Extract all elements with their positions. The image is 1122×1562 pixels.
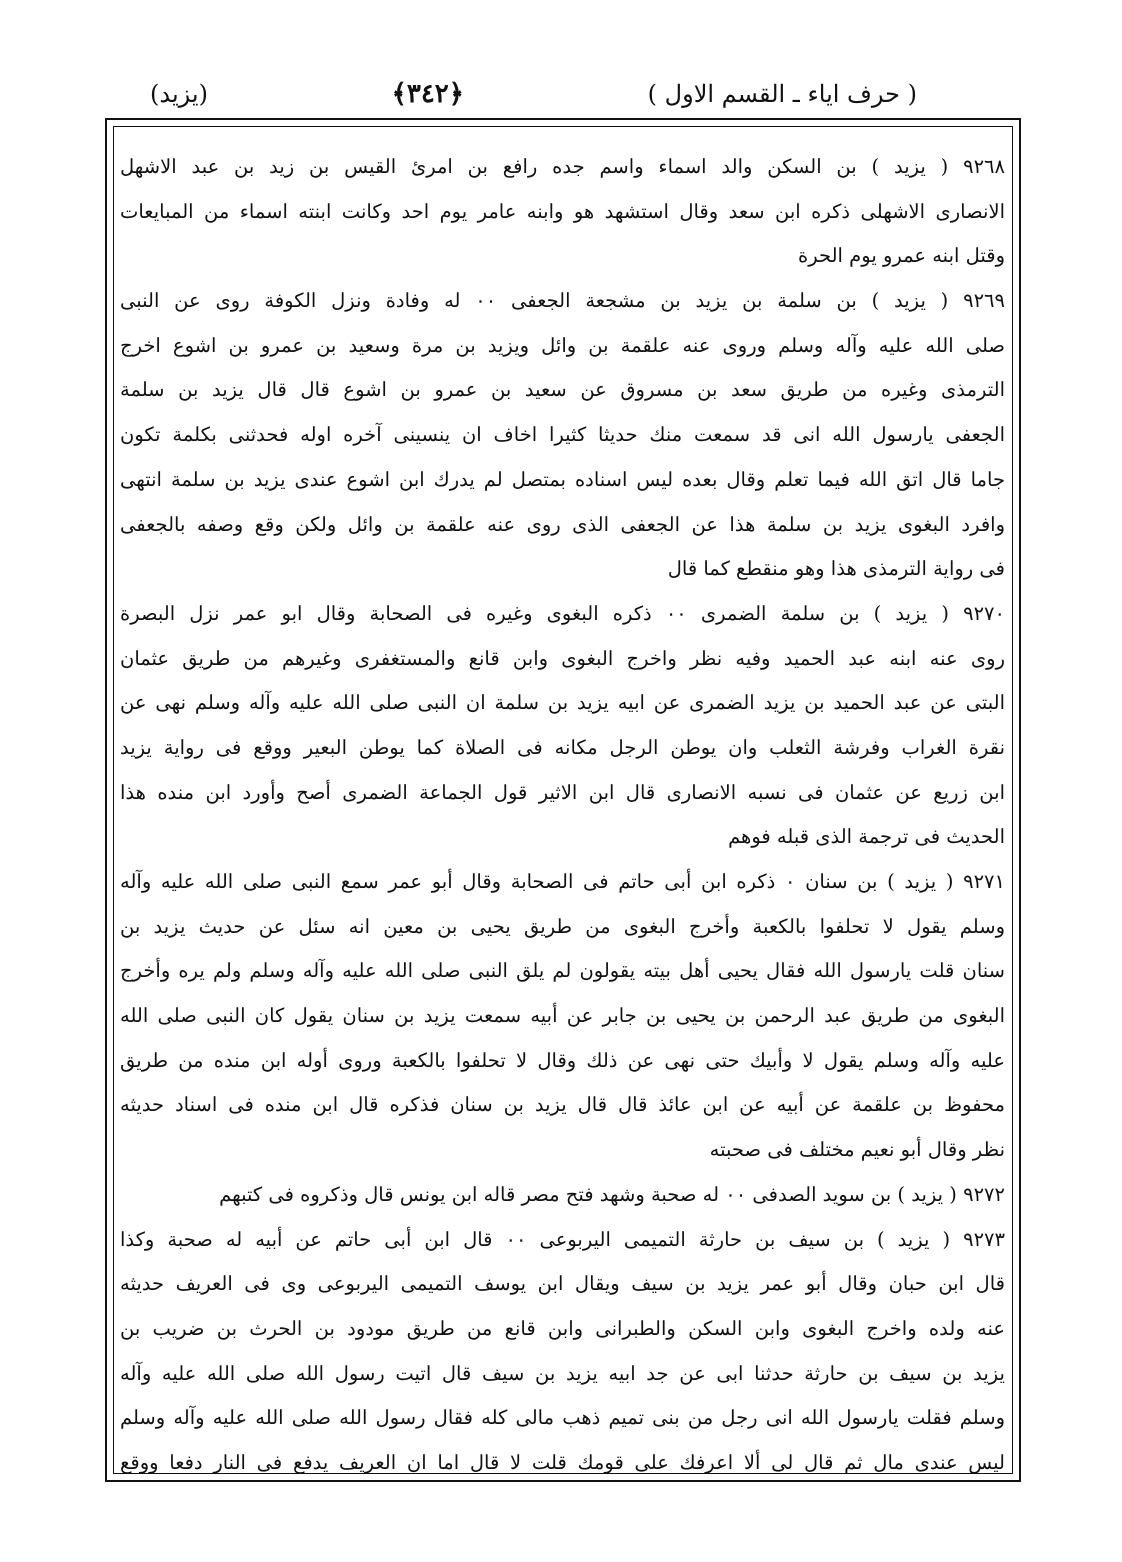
- text-line: وافرد البغوى يزيد بن سلمة هذا عن الجعفى الذى روى عنه علقمة بن وائل ولكن وقع وصفه بالجعفى: [120, 512, 1005, 536]
- text-line: يزيد بن سيف بن حارثة حدثنا ابى عن جد ابيه يزيد بن سيف قال اتيت رسول الله صلى الله عليه وآله: [120, 1361, 1005, 1385]
- text-line: روى عنه ابنه عبد الحميد وفيه نظر واخرج البغوى وابن قانع والمستغفرى وغيرهم من طريق عثمان: [120, 646, 1005, 670]
- text-line: ٩٢٧٠ ( يزيد ) بن سلمة الضمرى ٠٠ ذكره البغوى وغيره فى الصحابة وقال ابو عمر نزل البصرة: [120, 601, 1005, 625]
- text-line: جاما قال اتق الله فيما تعلم وقال بعده ليس اسناده بمتصل لم يدرك ابن اشوع عندى يزيد بن سلمة انتهى: [120, 467, 1005, 491]
- text-line: ابن زريع عن عثمان فى نسبه الانصارى قال ابن الاثير قول الجماعة الضمرى أصح وأورد ابن منده هذا: [120, 780, 1005, 804]
- text-line: فى رواية الترمذى هذا وهو منقطع كما قال: [667, 557, 1005, 581]
- text-line: الترمذى وغيره من طريق سعد بن مسروق عن سعيد بن عمرو بن اشوع قال قال يزيد بن سلمة: [120, 378, 1005, 402]
- text-line: البغوى من طريق عبد الرحمن بن يحيى بن جابر عن أبيه سمعت يزيد بن سنان يقول كان النبى صلى الله: [120, 1004, 1005, 1028]
- text-line: وقتل ابنه عمرو يوم الحرة: [798, 244, 1005, 268]
- page-header: [150, 72, 917, 116]
- page-number: ﴿٣٤٢﴾: [391, 79, 464, 109]
- text-line: وسلم يقول لا تحلفوا بالكعبة وأخرج البغوى من طريق يحيى بن معين انه سئل عن حديث يزيد بن: [120, 914, 1005, 938]
- text-line: ليس عندى مال ثم قال لى ألا اعرفك على قومك قلت لا قال اما ان العريف يدفع فى النار دفعا ووقع: [120, 1450, 1005, 1474]
- text-line: ٩٢٧٢ ( يزيد ) بن سويد الصدفى ٠٠ له صحبة وشهد فتح مصر قاله ابن يونس قال وذكروه فى كتبهم: [219, 1182, 1005, 1206]
- text-line: وسلم فقلت يارسول الله انى رجل من بنى تميم ذهب مالى كله فقال رسول الله صلى الله عليه وآله وسلم: [120, 1406, 1005, 1430]
- text-line: الجعفى يارسول الله انى قد سمعت منك حديثا كثيرا اخاف ان ينسينى آخره اوله فحدثنى بكلمة تكون: [120, 423, 1005, 447]
- text-line: قال ابن حبان وقال أبو عمر يزيد بن سيف ويقال ابن يوسف التميمى اليربوعى وى فى العريف حديثه: [120, 1272, 1005, 1296]
- section-heading: ( حرف ايا‌ء ـ القسم الاول ): [647, 80, 917, 108]
- text-line: ٩٢٧١ ( يزيد ) بن سنان ٠ ذكره ابن أبى حاتم فى الصحابة وقال أبو عمر سمع النبى صلى الله عليه وآله: [120, 870, 1005, 893]
- text-line: محفوظ بن علقمة عن أبيه عن ابن عائذ قال قال يزيد بن سنان فذكره قال ابن منده فى اسناد حديثه: [120, 1093, 1005, 1117]
- body-text: [120, 145, 1005, 1475]
- text-line: عليه وآله وسلم يقول لا وأبيك حتى نهى عن ذلك وقال لا تحلفوا بالكعبة وروى أوله ابن منده من طريق: [120, 1048, 1005, 1072]
- text-line: نقرة الغراب وفرشة الثعلب وان يوطن الرجل مكانه فى الصلاة كما يوطن البعير ووقع فى رواية يزيد: [120, 735, 1005, 759]
- text-line: ٩٢٧٣ ( يزيد ) بن سيف بن حارثة التميمى اليربوعى ٠٠ قال ابن أبى حاتم عن أبيه له صحبة وكذا: [120, 1227, 1005, 1251]
- text-line: صلى الله عليه وآله وسلم وروى عنه علقمة بن وائل ويزيد بن مرة وسعيد بن عمرو بن اشوع اخرج: [120, 333, 1005, 357]
- running-title: (يزيد): [150, 80, 208, 108]
- text-line: سنان قلت يارسول الله فقال يحيى أهل بيته يقولون لم يلق النبى صلى الله عليه وآله وسلم ولم يره وأخرج: [120, 959, 1005, 983]
- text-line: الانصارى الاشهلى ذكره ابن سعد وقال استشهد هو وابنه عامر يوم احد وكانت ابنته اسماء من المبايعات: [120, 199, 1005, 223]
- text-line: ٩٢٦٩ ( يزيد ) بن سلمة بن يزيد بن مشجعة الجعفى ٠٠ له وفادة ونزل الكوفة روى عن النبى: [120, 289, 1005, 313]
- text-line: عنه ولده واخرج البغوى وابن السكن والطبرانى وابن قانع من طريق مودود بن الحرث بن ضريب بن: [120, 1316, 1005, 1340]
- text-line: نظر وقال أبو نعيم مختلف فى صحبته: [709, 1138, 1005, 1162]
- text-line: الحديث فى ترجمة الذى قبله فوهم: [728, 825, 1005, 849]
- text-line: البتى عن عبد الحميد بن يزيد الضمرى عن ابيه يزيد بن سلمة ان النبى صلى الله عليه وآله وسلم نهى عن: [120, 691, 1005, 715]
- text-line: ٩٢٦٨ ( يزيد ) بن السكن والد اسماء واسم جده رافع بن امرئ القيس بن زيد بن عبد الاشهل: [120, 155, 1005, 178]
